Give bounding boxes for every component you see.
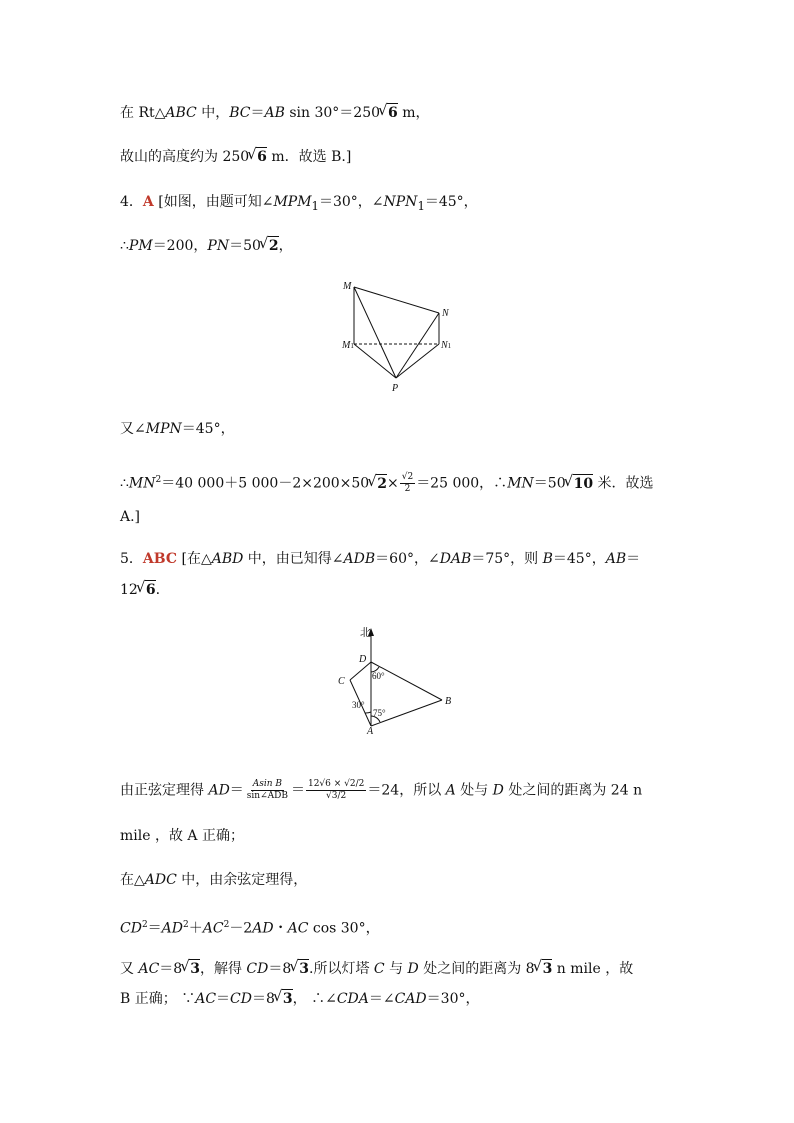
text-line-10: 由正弦定理得 AD＝ $\frac{\text{Asin B}}{\text{sin∠ADB}}$ ＝ $\frac{12√6 \times √2/2}{√3/2}$ ＝24，所以 A 处与 D 处之间的距离为 24 n [120,779,643,801]
question-5-answer: 5．ABC [在△ABD 中，由已知得∠ADB＝60°，∠DAB＝75°，则 B＝45°，AB＝ [120,551,641,567]
fraction: $\frac{12√6 \times √2/2}{√3/2}$ [307,779,365,801]
answer-choice: A [142,194,154,210]
edge-mn [354,287,439,313]
text-line-13: $CD^2=AD^2+AC^2-2AD$・AC cos 30°， [120,920,380,937]
figure-mpn [336,278,466,398]
sqrt: √ 3 [182,959,200,979]
label-m: M [343,281,352,292]
edge-mp [354,287,396,378]
label-75: 75° [373,708,386,718]
text-line-15: B 正确； ∵AC＝CD＝8√ 3， ∴∠CDA＝∠CAD＝30°， [120,989,479,1009]
label-a: A [367,726,374,737]
text-line-6: $\therefore MN^2=40$ 000＋5 000－2×200×50√ 2× $\frac{√2}{2}$ ＝25 000，∴MN＝50√ 10 米．故选 [120,470,654,495]
sqrt: √ 6 [138,580,156,600]
sqrt: √ 6 [249,147,267,167]
label-north: 北 [360,627,371,639]
edge-n1p [396,344,439,378]
sqrt: √ 3 [535,959,553,979]
answer-choice: ABC [142,551,178,567]
figure-abcd [332,622,462,738]
edge-np [396,313,439,378]
label-b: B [445,696,452,707]
label-m1: M1 [342,340,354,351]
text-line-14: 又 AC＝8√ 3，解得 CD＝8√ 3.所以灯塔 C 与 D 处之间的距离为 8√ 3 n mile ，故 [120,959,633,979]
sqrt: √ 2 [369,474,387,494]
text-line-12: 在△ADC 中，由余弦定理得， [120,872,308,888]
sqrt: √ 3 [275,989,293,1009]
label-60: 60° [372,671,385,681]
label-d: D [359,654,367,665]
arc-30 [365,712,371,713]
edge-m1p [354,344,396,378]
text-line-9: 12√ 6. [120,580,160,600]
edge-db [371,662,442,700]
label-c: C [338,676,345,687]
sqrt: √ 3 [291,959,309,979]
text-line-7: A.] [120,509,141,525]
label-p: P [392,383,399,394]
question-4-answer: 4．A [如图，由题可知$\angle MPM_1=30^\circ$，$\angle NPN_1=45^\circ$， [120,194,478,213]
text-line-2: 故山的高度约为 250√ 6 m．故选 B.] [120,147,351,167]
sqrt: √ 6 [380,103,398,123]
sqrt: √ 2 [261,236,279,256]
fraction: $\frac{√2}{2}$ [401,472,414,495]
sqrt: √ 10 [566,474,593,494]
fraction: $\frac{\text{Asin B}}{\text{sin∠ADB}}$ [246,779,288,801]
text-line-4: ∴PM＝200，PN＝50√ 2， [120,236,293,256]
label-30: 30° [352,700,365,710]
text-line-11: mile ，故 A 正确； [120,828,244,844]
text-line-1: 在 Rt△ABC 中，BC＝AB sin 30°＝250√ 6 m， [120,103,430,123]
label-n: N [442,308,449,319]
label-n1: N1 [441,340,452,351]
text-line-5: 又∠MPN＝45°， [120,421,235,437]
